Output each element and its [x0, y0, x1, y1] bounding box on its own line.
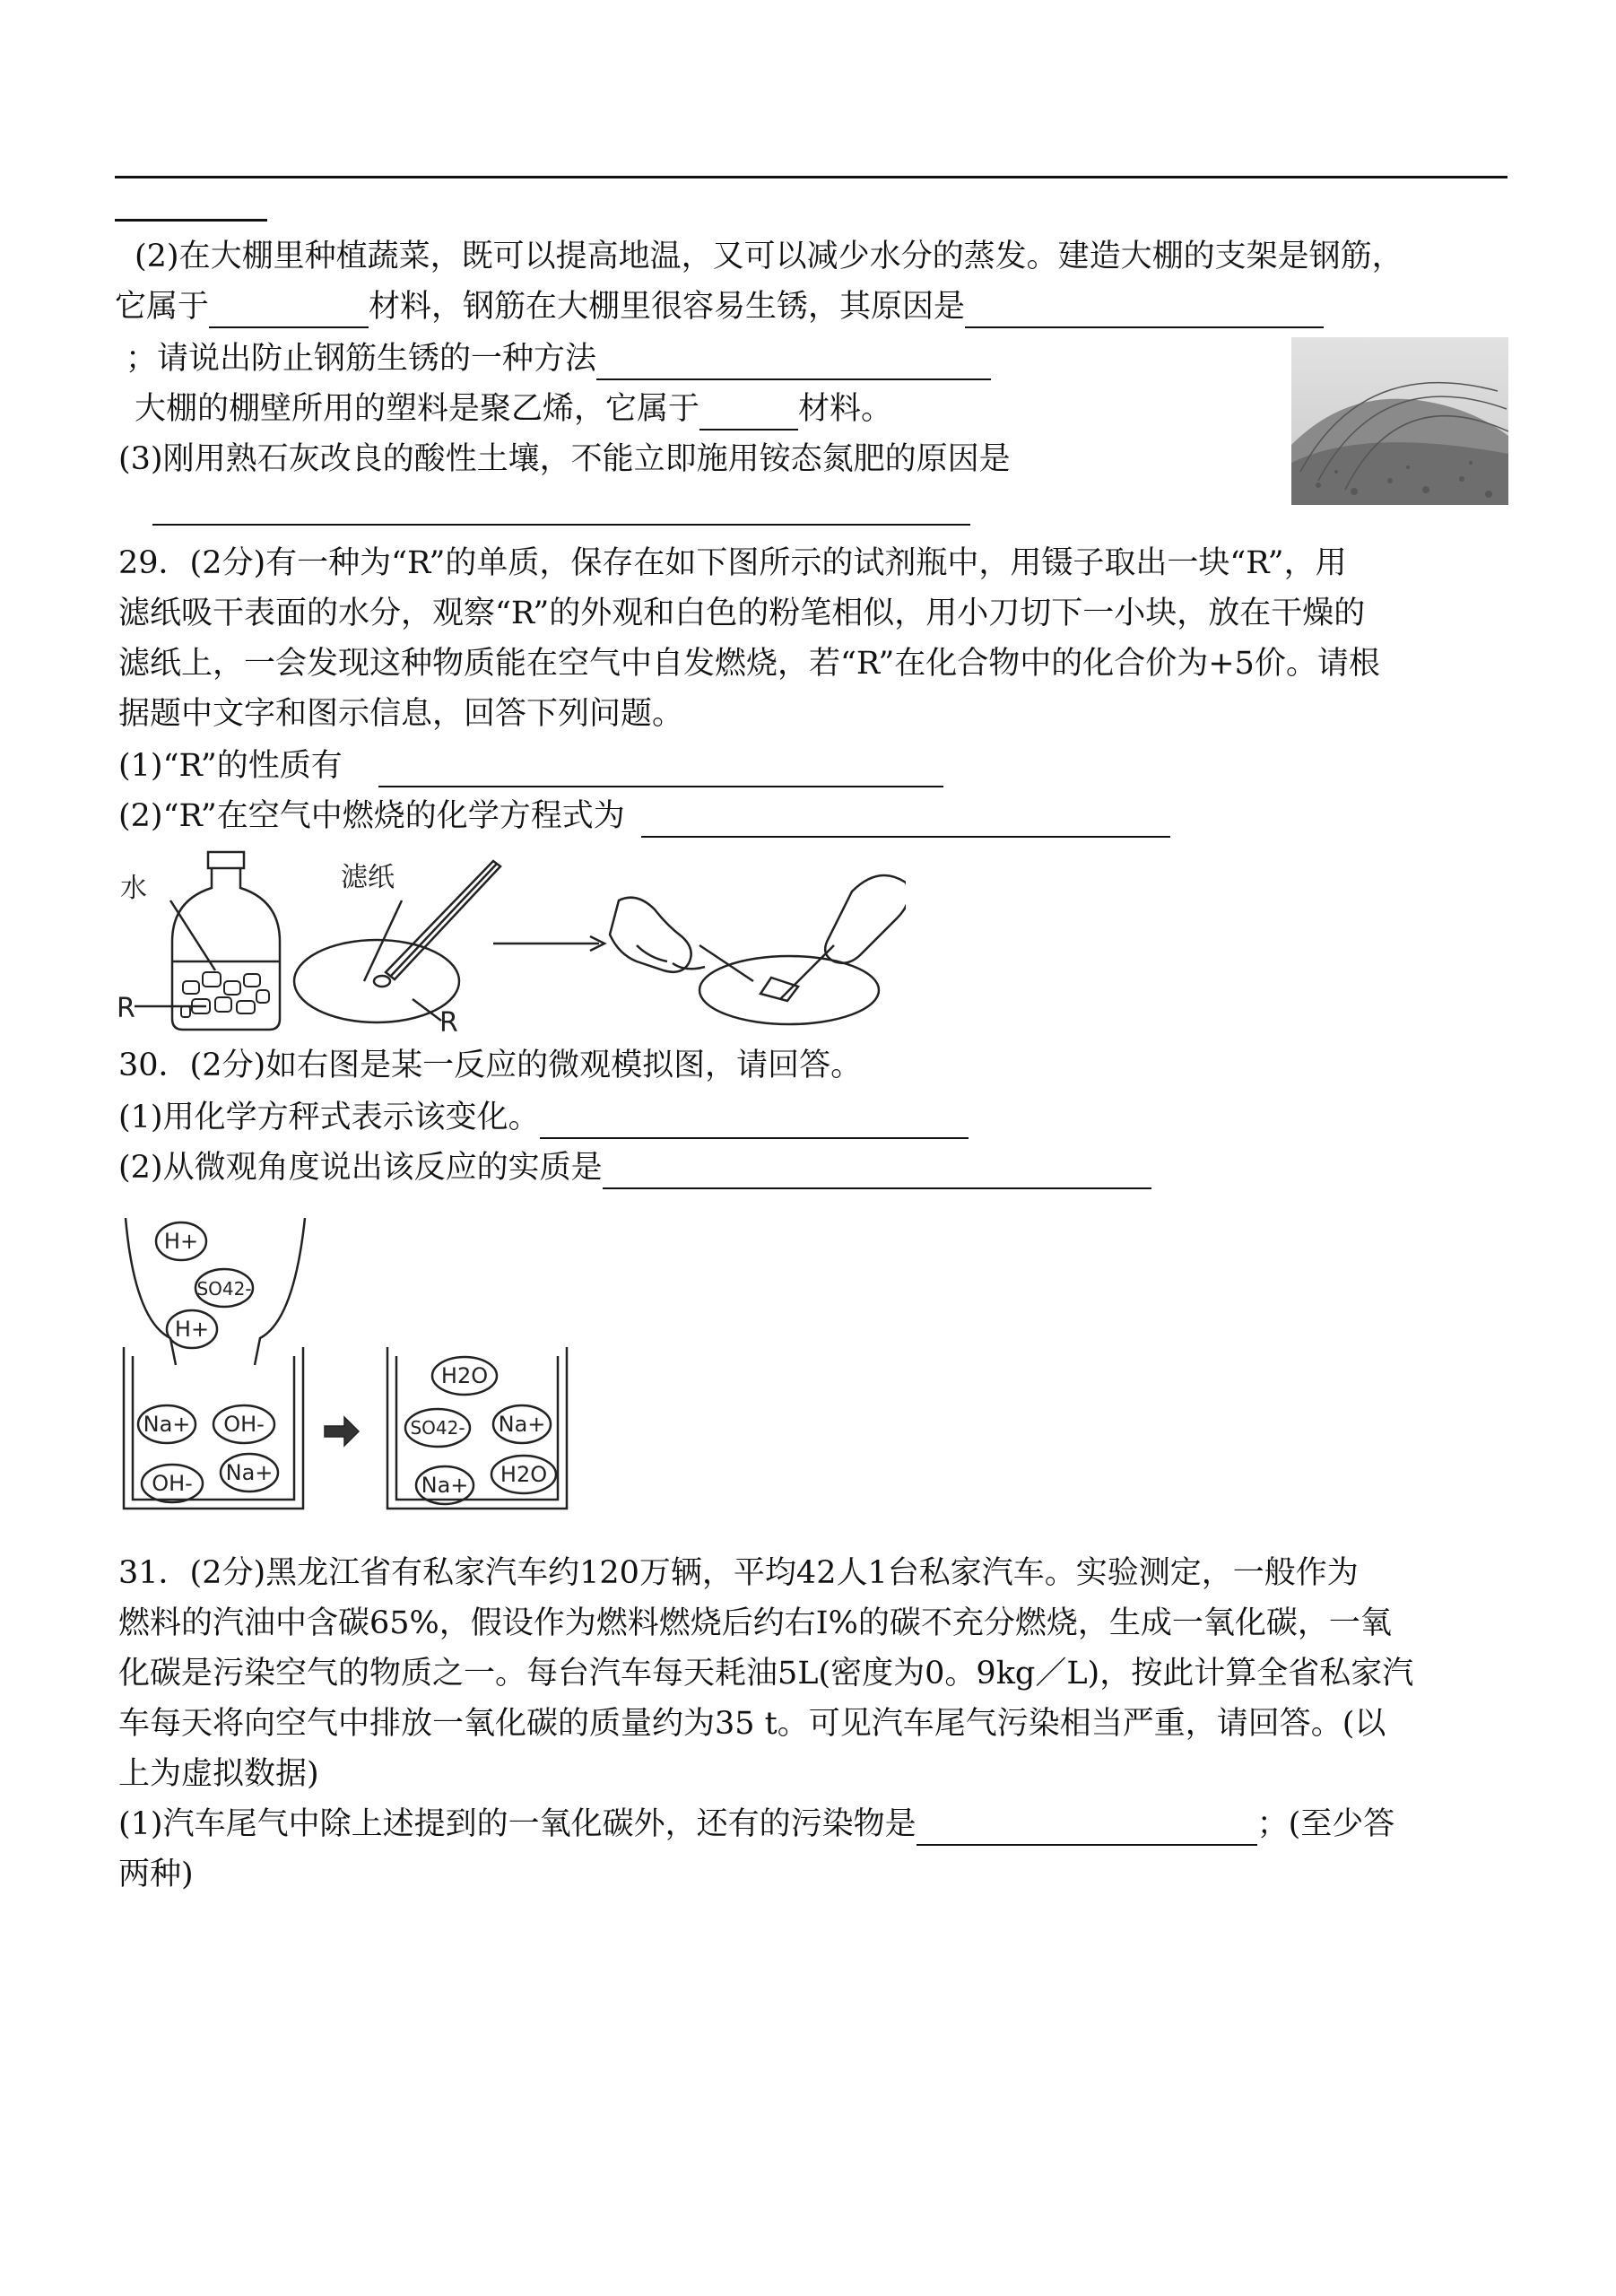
answer-blank-rust-prevention[interactable]	[596, 344, 991, 380]
greenhouse-photo	[1291, 337, 1508, 505]
q29-sub1-text: (1)“R”的性质有	[118, 748, 343, 784]
q28-p2-line4-b: 材料。	[798, 391, 893, 427]
answer-blank-other-pollutants[interactable]	[917, 1810, 1257, 1846]
q29-sub2-text: (2)“R”在空气中燃烧的化学方程式为	[118, 798, 625, 834]
ion-label: H+	[163, 1229, 199, 1254]
answer-blank-material[interactable]	[209, 292, 369, 328]
answer-blank-rust-reason[interactable]	[965, 292, 1324, 328]
q30-sub2-text: (2)从微观角度说出该反应的实质是	[118, 1150, 603, 1186]
answer-blank-plastic-type[interactable]	[699, 395, 798, 430]
q31-line2: 燃料的汽油中含碳65%，假设作为燃料燃烧后约右I%的碳不充分燃烧，生成一氧化碳，一氧	[118, 1605, 1392, 1641]
ion-label: SO42-	[410, 1417, 465, 1439]
molecule-label: H2O	[440, 1363, 489, 1388]
q29-line2: 滤纸吸干表面的水分，观察“R”的外观和白色的粉笔相似，用小刀切下一小块，放在干燥的	[118, 596, 1366, 631]
q29-line1: 29．(2分)有一种为“R”的单质，保存在如下图所示的试剂瓶中，用镊子取出一块“R”，用	[118, 545, 1347, 581]
ion-label: SO42-	[196, 1278, 252, 1300]
q29-sub1	[118, 744, 943, 787]
q28-p2-line3	[126, 337, 991, 380]
q29-line4: 据题中文字和图示信息，回答下列问题。	[118, 696, 684, 732]
ion-label: Na+	[498, 1412, 546, 1437]
q31-sub1	[118, 1803, 1394, 1846]
q31-sub1-text: (1)汽车尾气中除上述提到的一氧化碳外，还有的污染物是	[118, 1806, 917, 1842]
answer-blank-reaction-essence[interactable]	[603, 1153, 1151, 1189]
label-water: 水	[120, 873, 147, 904]
ion-label: OH-	[223, 1412, 265, 1437]
label-filter-paper: 滤纸	[341, 862, 395, 893]
q31-line5: 上为虚拟数据)	[118, 1756, 319, 1792]
answer-blank-r-combustion-equation[interactable]	[641, 802, 1170, 838]
q28-p2-line3-text: ；请说出防止钢筋生锈的一种方法	[126, 341, 597, 377]
answer-blank-continued	[115, 219, 267, 222]
reagent-bottle-figure	[117, 847, 906, 1035]
q31-line1: 31．(2分)黑龙江省有私家汽车约120万辆，平均42人1台私家汽车。实验测定，一般作为	[118, 1555, 1359, 1591]
q28-p2-line2-a: 它属于	[115, 289, 210, 325]
label-r-filter: R	[439, 1007, 458, 1035]
q28-p2-line4	[135, 387, 892, 430]
reaction-arrow-icon	[325, 1417, 359, 1446]
q30-sub1	[118, 1096, 969, 1139]
q28-p2-line2	[115, 285, 1324, 328]
q28-p3-line1: (3)刚用熟石灰改良的酸性土壤，不能立即施用铵态氮肥的原因是	[118, 441, 1011, 477]
ion-label: Na+	[143, 1412, 191, 1437]
ion-label: Na+	[225, 1460, 274, 1485]
ion-label: OH-	[152, 1471, 193, 1496]
answer-blank-fertilizer-reason[interactable]	[152, 524, 970, 526]
q31-sub1-line2: 两种)	[118, 1857, 194, 1892]
answer-blank-reaction-equation[interactable]	[540, 1103, 969, 1139]
q29-line3: 滤纸上，一会发现这种物质能在空气中自发燃烧，若“R”在化合物中的化合价为+5价。请根	[118, 646, 1380, 682]
q31-sub1-suffix: ；(至少答	[1256, 1806, 1395, 1842]
header-rule	[115, 176, 1507, 178]
q31-line4: 车每天将向空气中排放一氧化碳的质量约为35 t。可见汽车尾气污染相当严重，请回答。(以	[118, 1706, 1386, 1742]
q29-sub2	[118, 795, 1170, 838]
q28-p2-line1: (2)在大棚里种植蔬菜，既可以提高地温，又可以减少水分的蒸发。建造大棚的支架是钢筋，	[135, 239, 1403, 274]
answer-blank-r-properties[interactable]	[378, 752, 943, 787]
micro-reaction-figure	[117, 1213, 583, 1525]
label-r-bottle: R	[117, 993, 135, 1024]
q30-sub1-text: (1)用化学方秤式表示该变化。	[118, 1100, 540, 1135]
ion-label: Na+	[421, 1473, 469, 1498]
molecule-label: H2O	[500, 1462, 548, 1487]
q28-p2-line2-b: 材料，钢筋在大棚里很容易生锈，其原因是	[369, 289, 966, 325]
q31-line3: 化碳是污染空气的物质之一。每台汽车每天耗油5L(密度为0。9kg／L)，按此计算全省私家汽	[118, 1656, 1414, 1692]
q30-sub2	[118, 1146, 1151, 1189]
q30-line1: 30．(2分)如右图是某一反应的微观模拟图，请回答。	[118, 1048, 863, 1083]
ion-label: H+	[174, 1317, 210, 1342]
q28-p2-line4-a: 大棚的棚壁所用的塑料是聚乙烯，它属于	[135, 391, 700, 427]
